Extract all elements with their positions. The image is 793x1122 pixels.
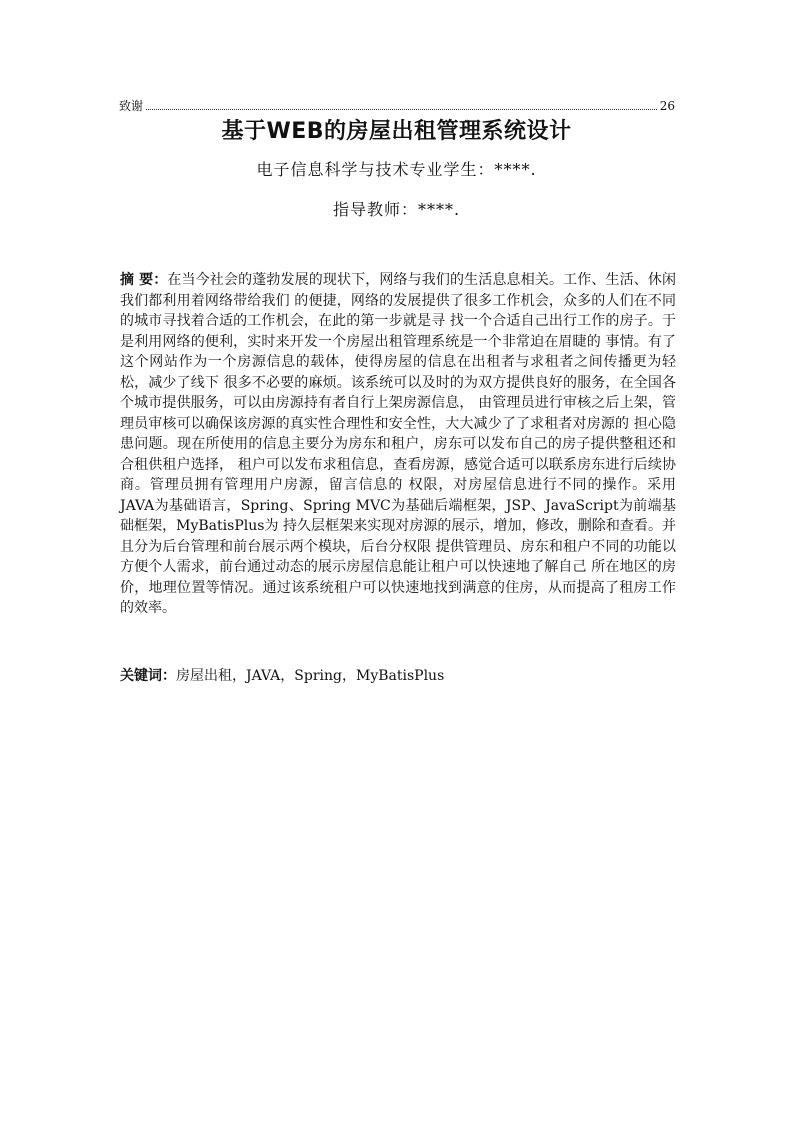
paper-title: 基于WEB的房屋出租管理系统设计 — [221, 119, 572, 144]
keywords-text: 房屋出租，JAVA，Spring，MyBatisPlus — [176, 668, 445, 684]
advisor-line — [0, 199, 793, 221]
advisor-prefix: 指导教师： — [332, 200, 418, 219]
author-line — [0, 159, 793, 181]
author-prefix: 电子信息科学与技术专业学生： — [256, 160, 495, 179]
toc-label: 致谢 — [119, 99, 144, 113]
toc-page-number: 26 — [659, 99, 675, 113]
toc-leader-dots — [146, 108, 657, 110]
keywords-line — [120, 666, 676, 686]
abstract-label: 摘 要： — [120, 272, 168, 288]
abstract-paragraph — [120, 270, 676, 619]
author-name: ****. — [494, 160, 537, 179]
keywords-label: 关键词： — [120, 668, 176, 684]
advisor-name: ****. — [417, 200, 461, 219]
abstract-text: 在当今社会的蓬勃发展的现状下，网络与我们的生活息息相关。工作、生活、休闲我们都利用着网络带给我们 的便捷，网络的发展提供了很多工作机会，众多的人们在不同的城市寻找着合适的工作机会，在此的第一步就是寻 找一个合适自己出行工作的房子。于是利用网络的便利，实时来开发一个房屋出租管理系统是一个非常迫在眉睫的 事情。有了这个网站作为一个房源信息的载体，使得房屋的信息在出租者与求租者之间传播更为轻松，减少了线下 很多不必要的麻烦。该系统可以及时的为双方提供良好的服务，在全国各个城市提供服务，可以由房源持有者自行上架房源信息， 由管理员进行审核之后上架，管理员审核可以确保该房源的真实性合理性和安全性，大大减少了了求租者对房源的 担心隐患问题。现在所使用的信息主要分为房东和租户，房东可以发布自己的房子提供整租还和合租供租户选择， 租户可以发布求租信息，查看房源，感觉合适可以联系房东进行后续协商。管理员拥有管理用户房源，留言信息的 权限，对房屋信息进行不同的操作。采用JAVA为基础语言，Spring、Spring MVC为基础后端框架，JSP、JavaScript为前端基础框架，MyBatisPlus为 持久层框架来实现对房源的展示，增加，修改，删除和查看。并且分为后台管理和前台展示两个模块，后台分权限 提供管理员、房东和租户不同的功能以方便个人需求，前台通过动态的展示房屋信息能让租户可以快速地了解自己 所在地区的房价，地理位置等情况。通过该系统租户可以快速地找到满意的住房，从而提高了租房工作的效率。 — [120, 272, 677, 616]
toc-entry — [119, 98, 675, 114]
